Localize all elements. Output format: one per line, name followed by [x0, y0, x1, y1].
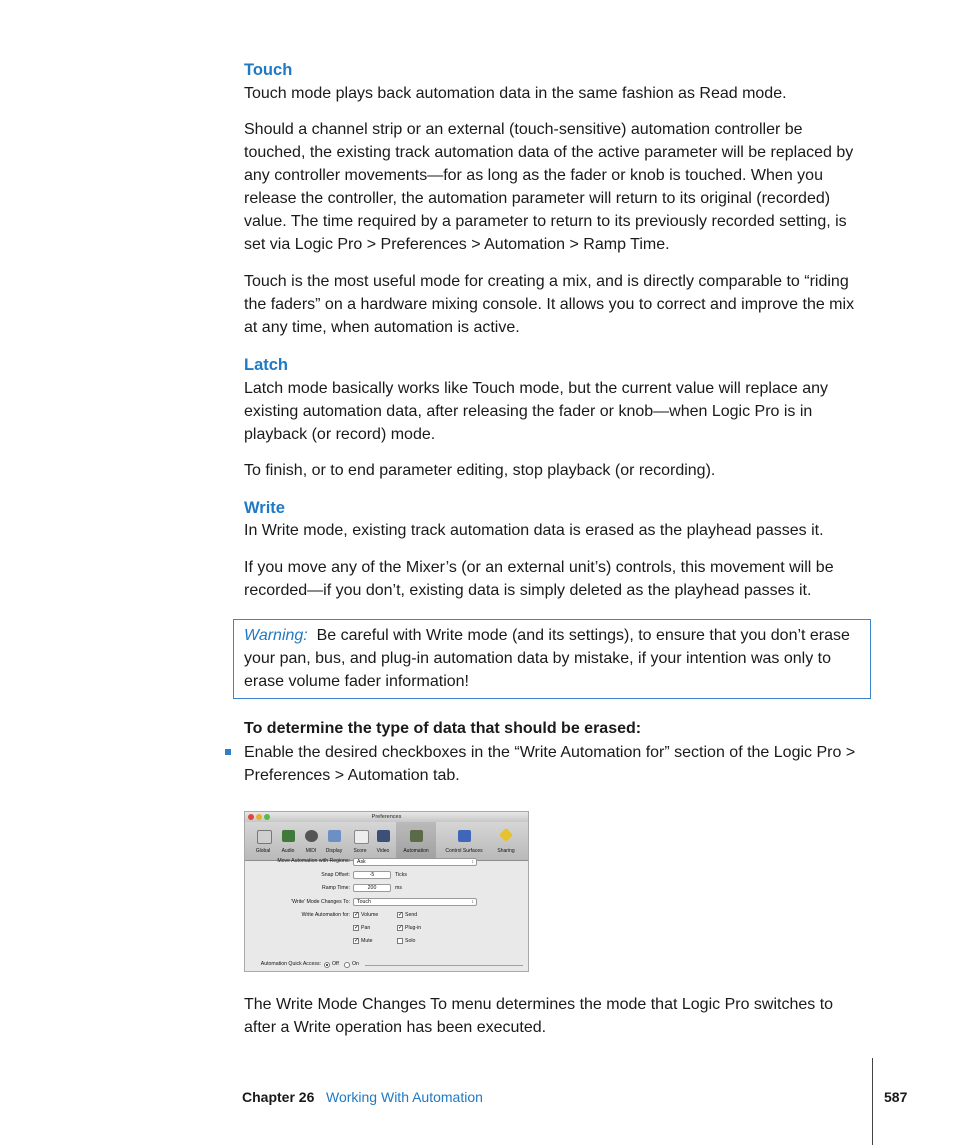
- quick-access-on-radio[interactable]: [344, 962, 350, 968]
- solo-checkbox[interactable]: [397, 938, 403, 944]
- video-icon: [377, 830, 390, 842]
- footer-divider: [872, 1058, 873, 1145]
- control-surfaces-icon: [458, 830, 471, 842]
- pan-checkbox[interactable]: ✓: [354, 925, 360, 931]
- toolbar-midi[interactable]: MIDI: [301, 822, 321, 860]
- warning-label: Warning:: [244, 627, 308, 644]
- quick-access-off-radio[interactable]: [324, 962, 330, 968]
- preferences-window: [244, 811, 529, 972]
- separator-line: [365, 965, 523, 966]
- write-heading: Write: [244, 499, 285, 517]
- score-icon: [354, 830, 369, 844]
- touch-paragraph-1: Touch mode plays back automation data in the same fashion as Read mode.: [244, 85, 787, 102]
- move-automation-popup[interactable]: Ask ↕: [353, 858, 477, 866]
- audio-icon: [282, 830, 295, 842]
- global-icon: [257, 830, 272, 844]
- preferences-toolbar: [245, 822, 528, 861]
- procedure-step: Enable the desired checkboxes in the “Write Automation for” section of the Logic Pro > Preferences > Automation tab.: [244, 744, 856, 784]
- toolbar-control-surfaces[interactable]: Control Surfaces: [440, 822, 488, 860]
- latch-heading: Latch: [244, 356, 289, 374]
- plug-in-checkbox[interactable]: ✓: [398, 925, 404, 931]
- bullet-icon: [225, 749, 231, 755]
- toolbar-score[interactable]: Score: [348, 822, 372, 860]
- sharing-icon: [499, 828, 513, 842]
- touch-heading: Touch: [244, 61, 293, 79]
- closing-paragraph: The Write Mode Changes To menu determines the mode that Logic Pro switches to after a Write operation has been executed.: [244, 996, 834, 1036]
- send-checkbox-label: Send: [405, 912, 418, 918]
- page-number: 587: [884, 1089, 908, 1105]
- latch-paragraph-1: Latch mode basically works like Touch mode, but the current value will replace any existing automation data, after releasing the fader or knob—when Logic Pro is in playback (or record) mode.: [244, 380, 828, 443]
- midi-icon: [305, 830, 318, 842]
- quick-access-on-label: On: [352, 961, 359, 967]
- send-checkbox[interactable]: ✓: [398, 912, 404, 918]
- write-paragraph-1: In Write mode, existing track automation data is erased as the playhead passes it.: [244, 522, 824, 539]
- ramp-time-stepper[interactable]: 200: [353, 884, 391, 892]
- quick-access-label: Automation Quick Access:: [260, 961, 321, 967]
- pan-checkbox-label: Pan: [361, 925, 371, 931]
- write-mode-popup[interactable]: Touch ↕: [353, 898, 477, 906]
- mute-checkbox[interactable]: ✓: [354, 938, 360, 944]
- ramp-time-label: Ramp Time:: [322, 885, 350, 891]
- automation-icon: [410, 830, 423, 842]
- procedure-heading: To determine the type of data that should be erased:: [244, 720, 642, 737]
- warning-text: Warning: Be careful with Write mode (and its settings), to ensure that you don’t erase your pan, bus, and plug-in automation data by mistake, if your intention was only to erase volume fader information!: [244, 627, 850, 690]
- volume-checkbox-label: Volume: [361, 912, 379, 918]
- toolbar-audio[interactable]: Audio: [277, 822, 299, 860]
- snap-offset-label: Snap Offset:: [321, 872, 350, 878]
- mute-checkbox-label: Mute: [361, 938, 373, 944]
- plug-in-checkbox-label: Plug-in: [405, 925, 422, 931]
- touch-paragraph-2: Should a channel strip or an external (touch-sensitive) automation controller be touched, the existing track automation data of the active parameter will be replaced by any controller movements—for as long as the fader or knob is touched. When you release the controller, the automation parameter will return to its original (recorded) value. The time required by a parameter to return to its previously recorded setting, is set via Logic Pro > Preferences > Automation > Ramp Time.: [244, 121, 854, 253]
- write-automation-label: Write Automation for:: [301, 912, 350, 918]
- footer-chapter: Chapter 26: [242, 1089, 315, 1105]
- write-paragraph-2: If you move any of the Mixer’s (or an external unit’s) controls, this movement will be recorded—if you don’t, existing data is simply deleted as the playhead passes it.: [244, 559, 834, 599]
- snap-offset-unit: Ticks: [395, 872, 407, 878]
- snap-offset-stepper[interactable]: -5: [353, 871, 391, 879]
- toolbar-display[interactable]: Display: [323, 822, 345, 860]
- ramp-time-unit: ms: [395, 885, 402, 891]
- toolbar-global[interactable]: Global: [251, 822, 275, 860]
- toolbar-video[interactable]: Video: [372, 822, 394, 860]
- solo-checkbox-label: Solo: [405, 938, 416, 944]
- window-titlebar: [245, 812, 528, 822]
- window-title: Preferences: [371, 814, 402, 820]
- volume-checkbox[interactable]: ✓: [354, 912, 360, 918]
- display-icon: [328, 830, 341, 842]
- move-automation-label: Move Automation with Regions:: [277, 858, 350, 864]
- toolbar-automation[interactable]: Automation: [396, 822, 436, 860]
- write-mode-label: 'Write' Mode Changes To:: [291, 899, 350, 905]
- latch-paragraph-2: To finish, or to end parameter editing, stop playback (or recording).: [244, 462, 716, 479]
- toolbar-sharing[interactable]: Sharing: [493, 822, 519, 860]
- touch-paragraph-3: Touch is the most useful mode for creating a mix, and is directly comparable to “riding the faders” on a hardware mixing console. It allows you to correct and improve the mix at any time, when automation is active.: [244, 273, 855, 336]
- quick-access-off-label: Off: [332, 961, 339, 967]
- footer-chapter-title[interactable]: Working With Automation: [326, 1089, 483, 1105]
